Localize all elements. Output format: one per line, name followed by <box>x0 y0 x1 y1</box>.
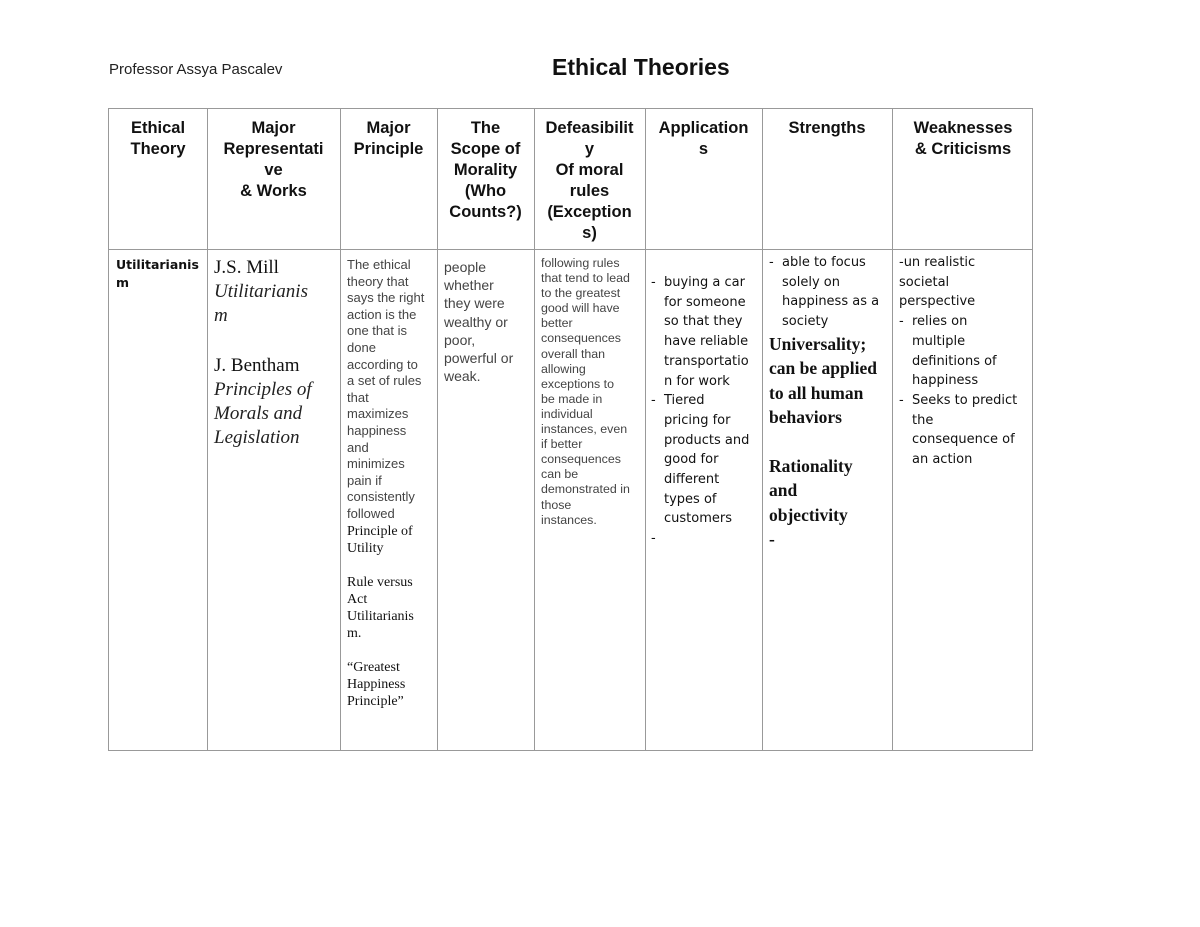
list-item: - buying a car for someone so that they have reliable transportatio n for work <box>651 275 749 389</box>
cell-strengths <box>769 253 891 552</box>
cell-principle <box>347 257 435 710</box>
column-divider <box>207 109 208 750</box>
principle-of-utility: Principle of Utility <box>347 523 413 556</box>
principle-description: The ethical theory that says the right action is the one that is done according to a set of rules that maximizes happiness and minimizes pain if consistently followed <box>347 257 425 521</box>
trailing-dash: - <box>769 529 775 550</box>
column-divider <box>645 109 646 750</box>
strength-rationality: Rationality and objectivity - <box>769 454 891 552</box>
representative-name: J.S. Mill <box>214 257 279 278</box>
cell-defeasibility: following rules that tend to lead to the greatest good will have better consequences overall than allowing exceptions to be made in individual instances, even if better consequences can be demonstrated in those instances. <box>541 256 630 527</box>
header-row-divider <box>109 249 1032 250</box>
ethical-theories-table <box>108 108 1033 751</box>
column-header-defeasibility: Defeasibilit y Of moral rules (Exception s) <box>545 119 634 242</box>
rule-versus-act: Rule versus Act Utilitarianis m. <box>347 574 414 641</box>
representative-name: J. Bentham <box>214 355 300 376</box>
list-item: - Tiered pricing for products and good for different types of customers <box>651 393 750 527</box>
column-divider <box>762 109 763 750</box>
cell-scope: people whether they were wealthy or poor, powerful or weak. <box>444 259 514 385</box>
column-divider <box>340 109 341 750</box>
column-header-strengths: Strengths <box>788 119 866 137</box>
list-item: - able to focus solely on happiness as a society <box>769 255 880 330</box>
professor-name: Professor Assya Pascalev <box>109 61 283 78</box>
column-header-principle: Major Principle <box>353 119 424 158</box>
trailing-dash: - <box>651 531 656 547</box>
strength-universality: Universality; can be applied to all human behaviors <box>769 333 877 428</box>
cell-applications <box>651 273 761 549</box>
column-header-weaknesses: Weaknesses & Criticisms <box>913 119 1013 158</box>
list-item: - relies on multiple definitions of happiness <box>899 314 997 389</box>
representative-work: Utilitarianis m <box>214 281 308 326</box>
column-header-representatives: Major Representati ve & Works <box>223 119 324 200</box>
column-header-applications: Application s <box>658 119 749 158</box>
column-header-ethical-theory: Ethical Theory <box>130 119 186 158</box>
cell-ethical-theory: Utilitarianis m <box>116 257 199 290</box>
column-header-scope: The Scope of Morality (Who Counts?) <box>449 119 522 221</box>
document-title: Ethical Theories <box>552 54 730 80</box>
column-divider <box>892 109 893 750</box>
representative-work: Principles of Morals and Legislation <box>214 379 312 448</box>
cell-weaknesses: -un realistic societal perspective - relies on multiple definitions of happiness - Seeks to predict the consequence of an action <box>899 253 1033 470</box>
list-item: - Seeks to predict the consequence of an action <box>899 392 1018 468</box>
cell-representatives <box>214 256 338 450</box>
greatest-happiness-principle: “Greatest Happiness Principle” <box>347 659 406 709</box>
